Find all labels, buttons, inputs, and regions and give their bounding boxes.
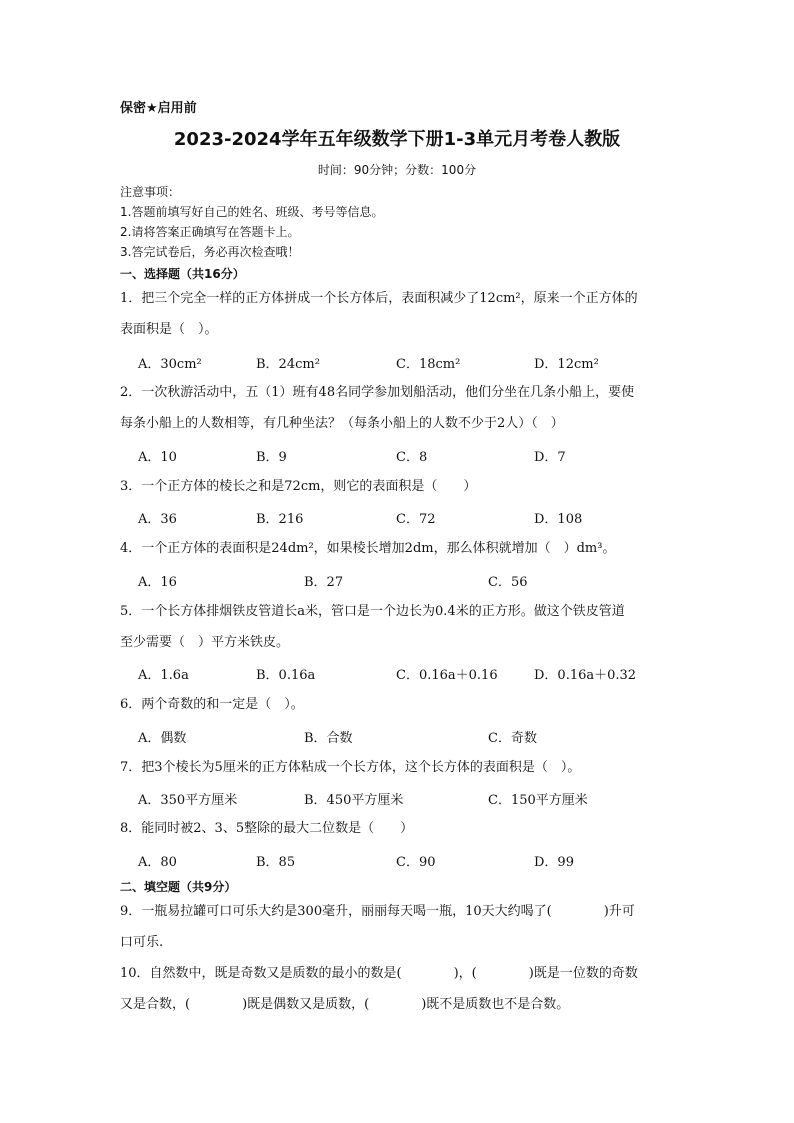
question-3 [120, 471, 680, 502]
question-1 [120, 283, 680, 345]
question-line: 表面积是（ ）。 [120, 322, 218, 337]
option-c[interactable]: C．56 [488, 575, 528, 590]
question-4-options [138, 571, 678, 591]
option-c[interactable]: C．150平方厘米 [488, 793, 588, 808]
question-line: 5．一个长方体排烟铁皮管道长a米，管口是一个边长为0.4米的正方形。做这个铁皮管道 [120, 604, 625, 619]
page-title: 2023-2024学年五年级数学下册1-3单元月考卷人教版 [173, 129, 621, 150]
note-item: 3.答完试卷后，务必再次检查哦！ [120, 245, 300, 259]
question-line: 3．一个正方体的棱长之和是72cm，则它的表面积是（ ） [120, 479, 477, 494]
option-a[interactable]: A．30cm² [138, 357, 202, 372]
question-line: 1．把三个完全一样的正方体拼成一个长方体后，表面积减少了12cm²，原来一个正方体的 [120, 291, 638, 306]
option-b[interactable]: B．9 [256, 450, 287, 465]
question-line: 7．把3个棱长为5厘米的正方体粘成一个长方体，这个长方体的表面积是（ ）。 [120, 760, 581, 775]
question-8 [120, 813, 680, 844]
option-c[interactable]: C．18cm² [396, 357, 461, 372]
note-item: 1.答题前填写好自己的姓名、班级、考号等信息。 [120, 205, 384, 219]
question-line: 口可乐. [120, 935, 164, 950]
question-7-options [138, 789, 678, 809]
question-8-options [138, 851, 678, 871]
option-a[interactable]: A．1.6a [138, 668, 189, 683]
option-b[interactable]: B．27 [304, 575, 344, 590]
section-heading-choice: 一、选择题（共16分） [120, 267, 245, 281]
option-b[interactable]: B．450平方厘米 [304, 793, 404, 808]
question-line: 4．一个正方体的表面积是24dm²，如果棱长增加2dm，那么体积就增加（ ）dm³。 [120, 541, 616, 556]
question-6 [120, 689, 680, 720]
question-line: 每条小船上的人数相等，有几种坐法？（每条小船上的人数不少于2人）（ ） [120, 416, 564, 431]
question-line: 2．一次秋游活动中，五（1）班有48名同学参加划船活动，他们分坐在几条小船上，要使 [120, 385, 635, 400]
notes-heading: 注意事项： [120, 185, 181, 199]
question-5-options [138, 664, 678, 684]
option-d[interactable]: D．108 [534, 512, 583, 527]
confidential-label: 保密★启用前 [120, 101, 197, 116]
note-item: 2.请将答案正确填写在答题卡上。 [120, 225, 300, 239]
question-line: 又是合数，( )既是偶数又是质数，( )既不是质数也不是合数。 [120, 997, 570, 1012]
notes-block [120, 182, 383, 262]
option-a[interactable]: A．16 [138, 575, 177, 590]
question-2 [120, 377, 680, 439]
option-a[interactable]: A．36 [138, 512, 177, 527]
option-b[interactable]: B．合数 [304, 731, 353, 746]
question-3-options [138, 508, 678, 528]
question-1-options [138, 353, 678, 373]
question-9 [120, 896, 680, 958]
option-c[interactable]: C．8 [396, 450, 428, 465]
question-line: 10．自然数中，既是奇数又是质数的最小的数是( )，( )既是一位数的奇数 [120, 966, 638, 981]
option-b[interactable]: B．24cm² [256, 357, 320, 372]
option-d[interactable]: D．99 [534, 855, 574, 870]
option-a[interactable]: A．偶数 [138, 731, 187, 746]
question-5 [120, 596, 680, 658]
section-heading-fill: 二、填空题（共9分） [120, 880, 237, 894]
option-c[interactable]: C．奇数 [488, 731, 537, 746]
option-c[interactable]: C．72 [396, 512, 436, 527]
option-b[interactable]: B．216 [256, 512, 304, 527]
question-2-options [138, 446, 678, 466]
option-b[interactable]: B．85 [256, 855, 296, 870]
option-d[interactable]: D．7 [534, 450, 566, 465]
question-line: 至少需要（ ）平方米铁皮。 [120, 635, 290, 650]
question-10 [120, 958, 680, 1020]
option-b[interactable]: B．0.16a [256, 668, 316, 683]
question-4 [120, 533, 680, 564]
option-c[interactable]: C．0.16a＋0.16 [396, 668, 498, 683]
option-a[interactable]: A．350平方厘米 [138, 793, 238, 808]
question-line: 9．一瓶易拉罐可口可乐大约是300毫升，丽丽每天喝一瓶，10天大约喝了( )升可 [120, 904, 635, 919]
question-line: 8．能同时被2、3、5整除的最大二位数是（ ） [120, 821, 414, 836]
option-a[interactable]: A．10 [138, 450, 177, 465]
option-c[interactable]: C．90 [396, 855, 436, 870]
question-6-options [138, 727, 678, 747]
time-score-info: 时间：90分钟；分数：100分 [317, 163, 477, 177]
option-a[interactable]: A．80 [138, 855, 177, 870]
question-line: 6．两个奇数的和一定是（ ）。 [120, 697, 304, 712]
question-7 [120, 752, 680, 783]
option-d[interactable]: D．0.16a＋0.32 [534, 668, 637, 683]
option-d[interactable]: D．12cm² [534, 357, 599, 372]
